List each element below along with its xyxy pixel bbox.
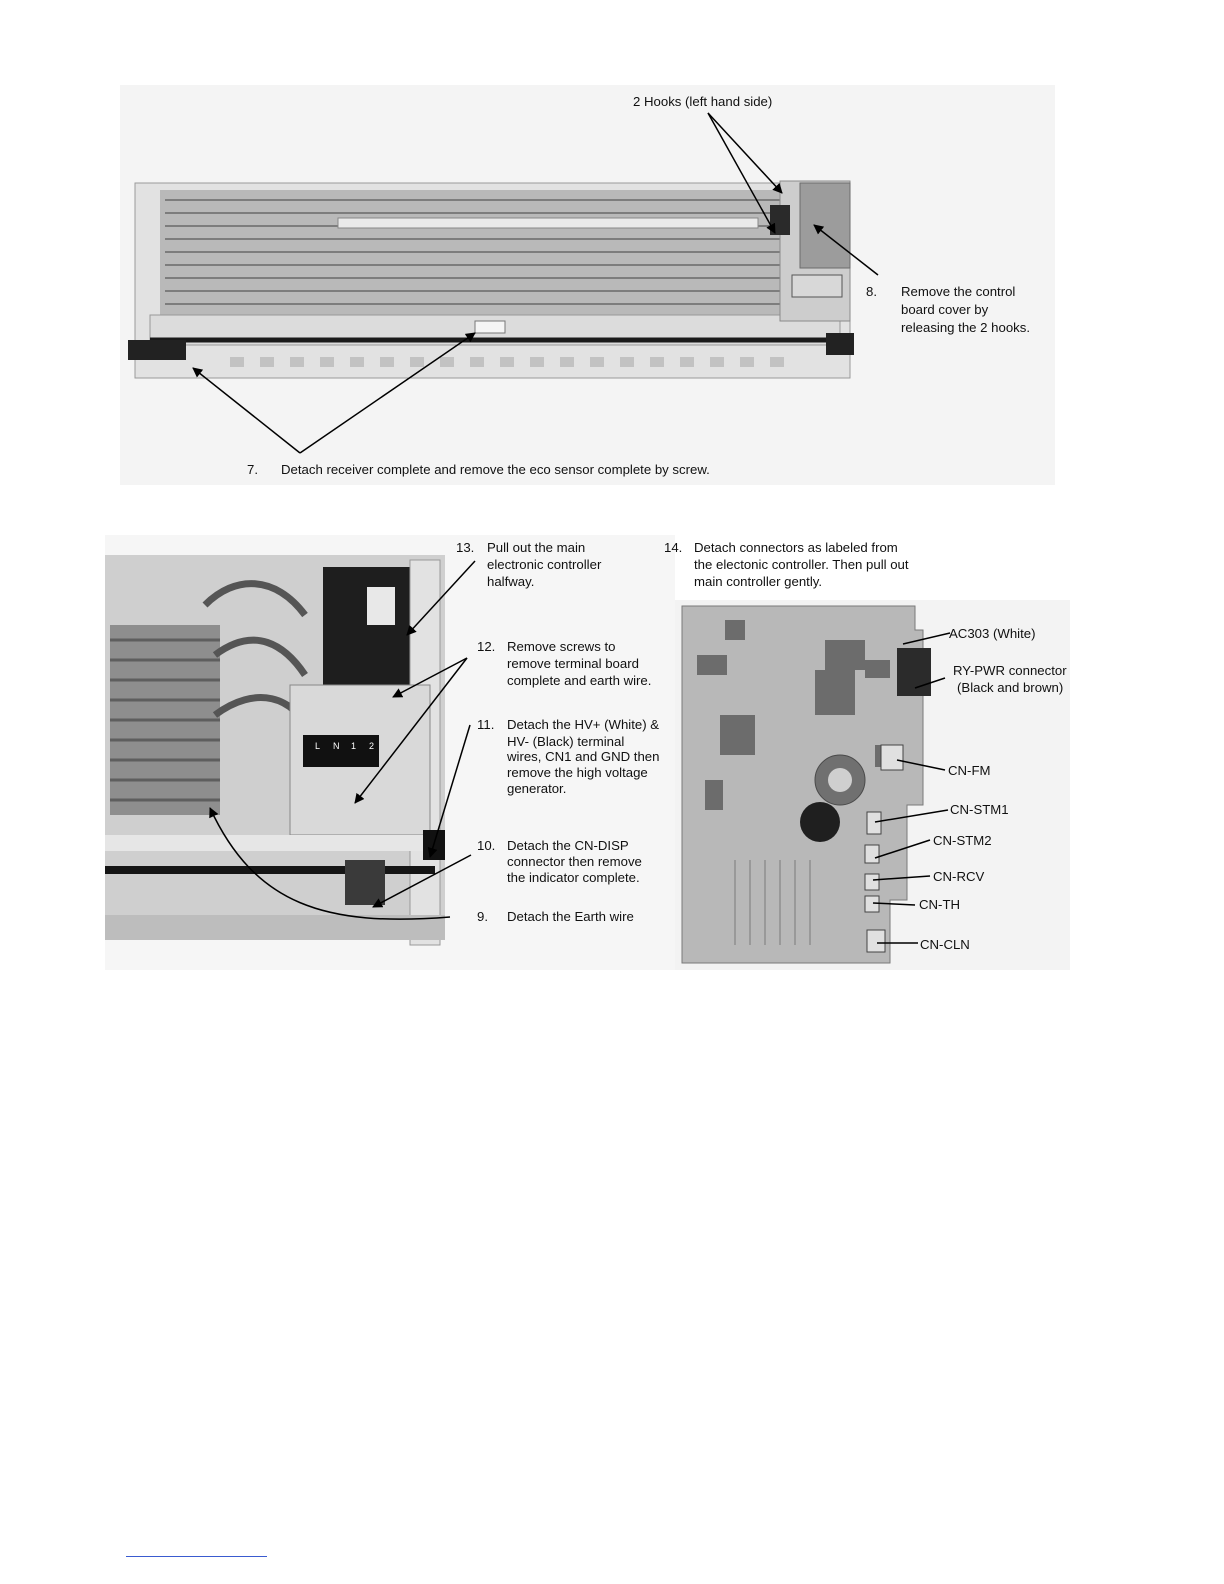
step-10-number: 10. bbox=[477, 838, 496, 853]
step-9-line-1: Detach the Earth wire bbox=[507, 909, 634, 924]
step-12-line-2: remove terminal board bbox=[507, 656, 639, 671]
step-8-number: 8. bbox=[866, 284, 877, 299]
connector-cnth-label: CN-TH bbox=[919, 897, 961, 912]
step-12-number: 12. bbox=[477, 639, 496, 654]
footer-rule bbox=[126, 1556, 267, 1557]
step-9-number: 9. bbox=[477, 909, 488, 924]
step-12-line-3: complete and earth wire. bbox=[507, 673, 652, 688]
controller-pcb-photo bbox=[675, 600, 1070, 970]
step-14-line-3: main controller gently. bbox=[694, 574, 823, 589]
step-10-line-2: connector then remove bbox=[507, 854, 642, 869]
terminal-1: 1 bbox=[351, 741, 357, 751]
step-11-line-4: remove the high voltage bbox=[507, 765, 648, 780]
step-7-text: Detach receiver complete and remove the eco sensor complete by screw. bbox=[281, 462, 710, 477]
step-11-line-2: HV- (Black) terminal bbox=[507, 734, 625, 749]
connector-rypwr-line-2: (Black and brown) bbox=[957, 680, 1064, 695]
step-10-line-1: Detach the CN-DISP bbox=[507, 838, 629, 853]
connector-rypwr-line-1: RY-PWR connector bbox=[953, 663, 1067, 678]
step-12-line-1: Remove screws to bbox=[507, 639, 616, 654]
step-8-line-3: releasing the 2 hooks. bbox=[901, 320, 1031, 335]
step-13-line-1: Pull out the main bbox=[487, 540, 586, 555]
step-14-line-1: Detach connectors as labeled from bbox=[694, 540, 898, 555]
connector-cnstm2-label: CN-STM2 bbox=[933, 833, 992, 848]
step-8-line-2: board cover by bbox=[901, 302, 989, 317]
step-11-line-1: Detach the HV+ (White) & bbox=[507, 717, 660, 732]
connector-ac303-label: AC303 (White) bbox=[949, 626, 1036, 641]
connector-cnfm-label: CN-FM bbox=[948, 763, 991, 778]
step-13-line-2: electronic controller bbox=[487, 557, 602, 572]
step-11-line-5: generator. bbox=[507, 781, 567, 796]
terminal-N: N bbox=[333, 741, 340, 751]
terminal-L: L bbox=[315, 741, 321, 751]
step-11-number: 11. bbox=[477, 717, 495, 732]
step-10-line-3: the indicator complete. bbox=[507, 870, 640, 885]
connector-cnstm1-label: CN-STM1 bbox=[950, 802, 1009, 817]
step-7-number: 7. bbox=[247, 462, 258, 477]
step-13-number: 13. bbox=[456, 540, 475, 555]
step-8-line-1: Remove the control bbox=[901, 284, 1016, 299]
step-13-line-3: halfway. bbox=[487, 574, 535, 589]
connector-cnrcv-label: CN-RCV bbox=[933, 869, 985, 884]
terminal-2: 2 bbox=[369, 741, 375, 751]
figure-controller-pcb bbox=[675, 600, 1070, 970]
hooks-label: 2 Hooks (left hand side) bbox=[633, 94, 773, 109]
step-14-line-2: the electonic controller. Then pull out bbox=[694, 557, 909, 572]
step-11-line-3: wires, CN1 and GND then bbox=[507, 749, 660, 764]
step-14-number: 14. bbox=[664, 540, 683, 555]
connector-cncln-label: CN-CLN bbox=[920, 937, 970, 952]
